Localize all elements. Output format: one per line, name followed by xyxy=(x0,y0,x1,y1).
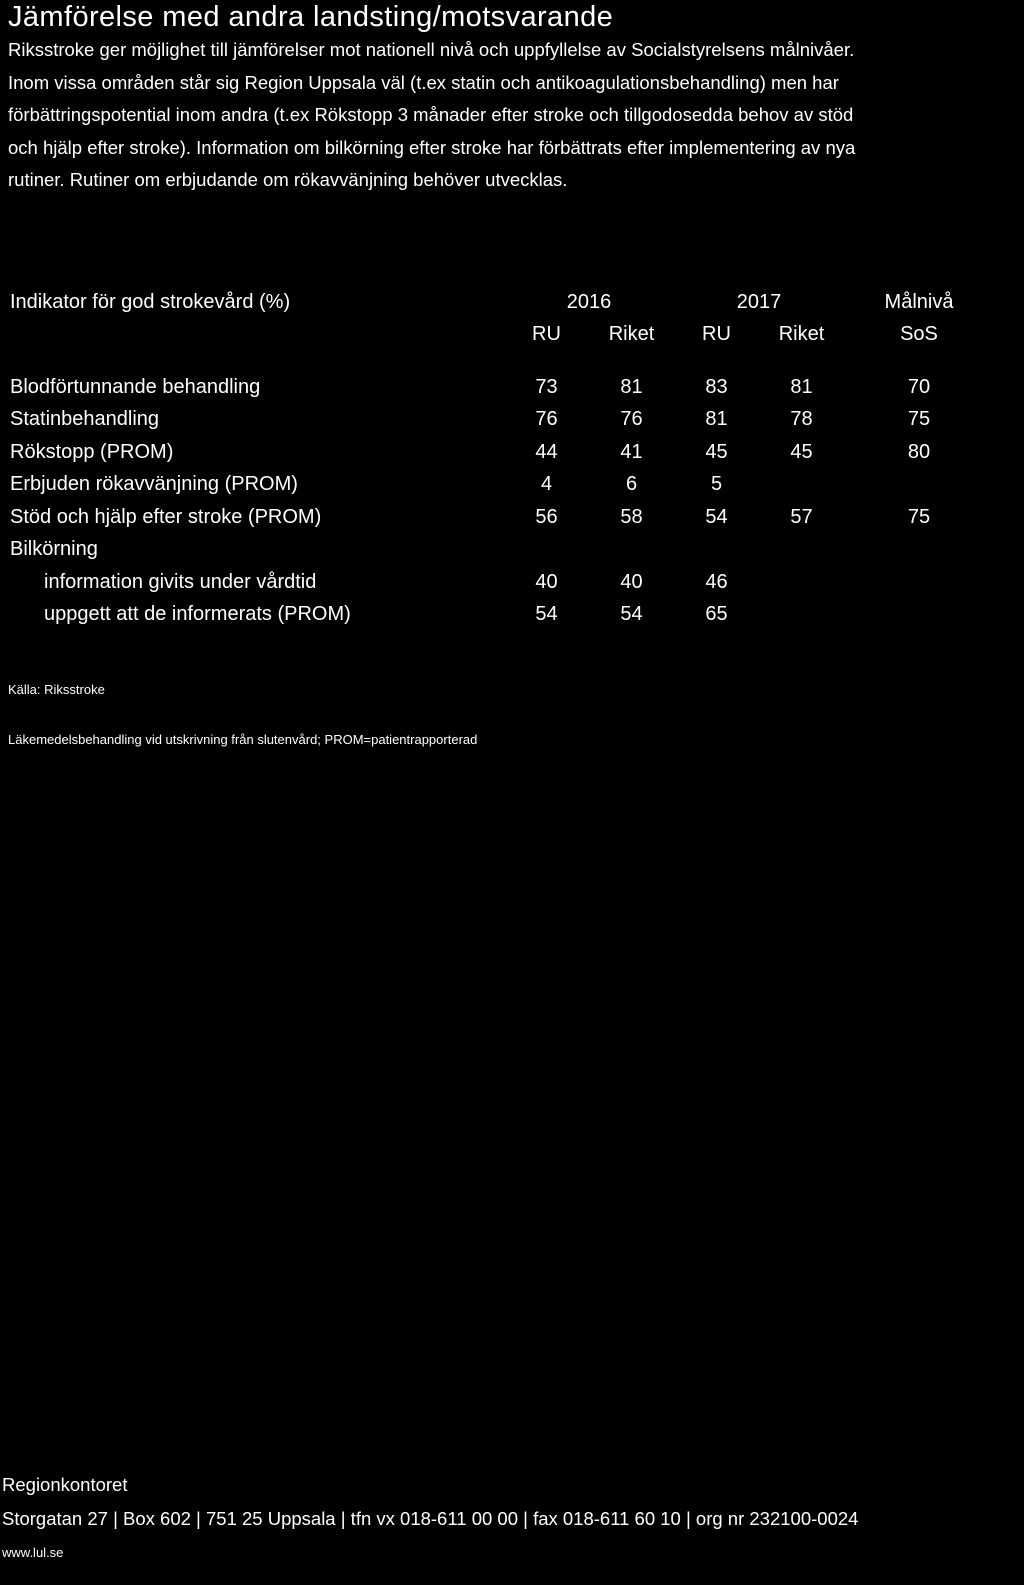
cell-ru-2017: 45 xyxy=(705,440,728,463)
sub-riket-2016: Riket xyxy=(608,323,655,346)
table-row xyxy=(10,566,994,599)
cell-riket-2017 xyxy=(759,599,844,632)
sub-sos: SoS xyxy=(900,323,938,346)
table-header-row xyxy=(10,286,994,319)
year-2016-header: 2016 xyxy=(566,290,612,313)
cell-sos: 70 xyxy=(907,375,931,398)
table-row xyxy=(10,469,994,502)
table-row xyxy=(10,436,994,469)
row-label: Stöd och hjälp efter stroke (PROM) xyxy=(10,505,322,528)
cell-riket-2016: 54 xyxy=(620,603,643,626)
row-label: Bilkörning xyxy=(10,538,98,561)
cell-sos xyxy=(844,566,994,599)
cell-riket-2017: 81 xyxy=(790,375,813,398)
cell-riket-2016: 41 xyxy=(620,440,643,463)
cell-sos: 75 xyxy=(907,505,931,528)
cell-ru-2017: 65 xyxy=(705,603,728,626)
cell-riket-2016 xyxy=(589,534,674,567)
row-label: Rökstopp (PROM) xyxy=(10,440,174,463)
row-label: uppgett att de informerats (PROM) xyxy=(44,603,351,626)
table-title: Indikator för god strokevård (%) xyxy=(10,290,291,313)
intro-paragraph: Riksstroke ger möjlighet till jämförelser mot nationell nivå och uppfyllelse av Socialstyrelsens målnivåer. Inom vissa områden står sig Region Uppsala väl (t.ex statin och antikoagulationsbehandling) men har förbättringspotential inom andra (t.ex Rökstopp 3 månader efter stroke och tillgodosedda behov av stöd och hjälp efter stroke). Information om bilkörning efter stroke har förbättrats efter implementering av nya rutiner. Rutiner om erbjudande om rökavvänjning behöver utvecklas. xyxy=(8,39,856,191)
cell-ru-2016: 56 xyxy=(535,505,558,528)
cell-ru-2017: 5 xyxy=(710,473,723,496)
sub-ru-2016: RU xyxy=(532,323,561,346)
table-source xyxy=(8,652,477,777)
year-2017-header: 2017 xyxy=(736,290,782,313)
cell-riket-2017 xyxy=(759,469,844,502)
note-line: Läkemedelsbehandling vid utskrivning från slutenvård; PROM=patientrapporterad xyxy=(8,732,478,747)
cell-ru-2016: 4 xyxy=(540,473,553,496)
row-label: Blodförtunnande behandling xyxy=(10,375,261,398)
row-label: information givits under vårdtid xyxy=(44,570,317,593)
cell-sos xyxy=(844,469,994,502)
indicator-table xyxy=(10,286,994,631)
table-row xyxy=(10,599,994,632)
cell-sos xyxy=(844,534,994,567)
cell-riket-2016: 6 xyxy=(625,473,638,496)
cell-sos: 80 xyxy=(907,440,931,463)
cell-riket-2017 xyxy=(759,566,844,599)
cell-sos: 75 xyxy=(907,408,931,431)
footer-org: Regionkontoret xyxy=(2,1474,128,1495)
sub-ru-2017: RU xyxy=(702,323,731,346)
sub-riket-2017: Riket xyxy=(778,323,825,346)
footer-address: Storgatan 27 | Box 602 | 751 25 Uppsala | tfn vx 018-611 00 00 | fax 018-611 60 10 | org nr 232100-0024 xyxy=(2,1508,859,1529)
cell-riket-2017: 45 xyxy=(790,440,813,463)
source-line: Källa: Riksstroke xyxy=(8,682,105,697)
table-row xyxy=(10,404,994,437)
cell-ru-2016 xyxy=(504,534,589,567)
table-subheader-row xyxy=(10,319,994,352)
cell-ru-2017: 81 xyxy=(705,408,728,431)
footer-website: www.lul.se xyxy=(2,1545,64,1560)
cell-riket-2017: 78 xyxy=(790,408,813,431)
cell-ru-2016: 40 xyxy=(535,570,558,593)
cell-sos xyxy=(844,599,994,632)
target-header: Målnivå xyxy=(884,290,954,313)
cell-riket-2016: 40 xyxy=(620,570,643,593)
cell-riket-2017 xyxy=(759,534,844,567)
table-row xyxy=(10,371,994,404)
cell-ru-2016: 54 xyxy=(535,603,558,626)
section-heading: Jämförelse med andra landsting/motsvarande xyxy=(8,1,614,33)
cell-ru-2017: 54 xyxy=(705,505,728,528)
cell-ru-2016: 73 xyxy=(535,375,558,398)
row-label: Erbjuden rökavvänjning (PROM) xyxy=(10,473,298,496)
cell-ru-2017: 83 xyxy=(705,375,728,398)
cell-riket-2016: 81 xyxy=(620,375,643,398)
cell-ru-2017 xyxy=(674,534,759,567)
row-label: Statinbehandling xyxy=(10,408,160,431)
cell-riket-2016: 58 xyxy=(620,505,643,528)
cell-riket-2017: 57 xyxy=(790,505,813,528)
table-row xyxy=(10,501,994,534)
cell-ru-2016: 44 xyxy=(535,440,558,463)
cell-riket-2016: 76 xyxy=(620,408,643,431)
page-footer xyxy=(2,1470,858,1568)
table-row xyxy=(10,534,994,567)
cell-ru-2016: 76 xyxy=(535,408,558,431)
cell-ru-2017: 46 xyxy=(705,570,728,593)
